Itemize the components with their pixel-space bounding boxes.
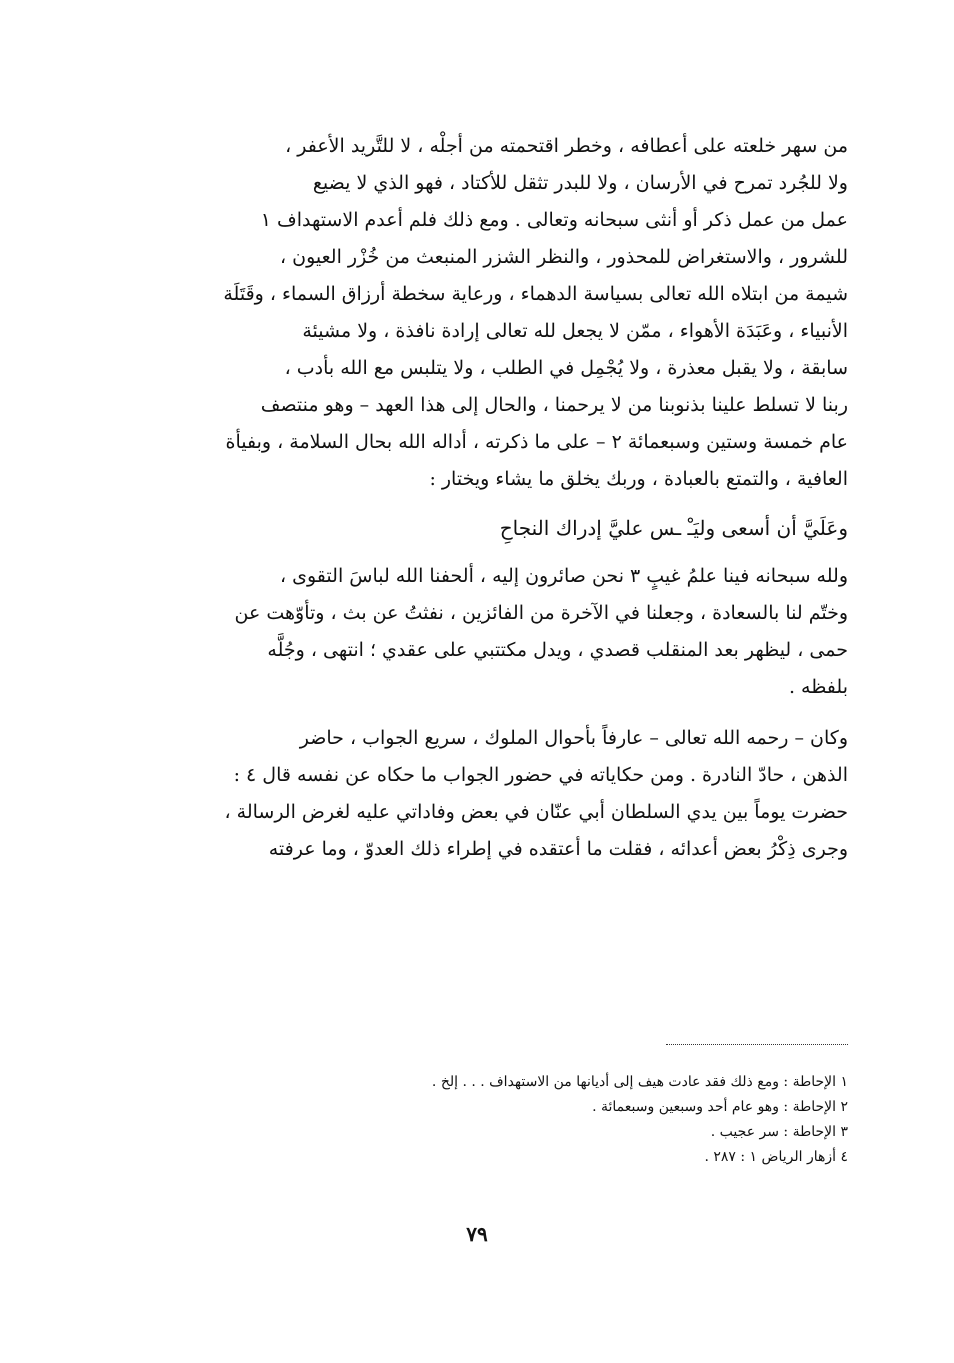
page-number: ٧٩ [466,1222,488,1246]
text-line: وختّم لنا بالسعادة ، وجعلنا في الآخرة من الفائزين ، نفثتُ عن بث ، وتأوّهت عن [234,602,848,624]
footnote-separator [666,1044,848,1045]
text-line: ولا للجُرد تمرح في الأرسان ، ولا للبدر تثقل للأكتاد ، فهو الذي لا يضيع [312,172,848,194]
footnote: ٤ أزهار الرياض ١ : ٢٨٧ . [704,1149,848,1165]
text-line: بلفظه . [788,676,848,698]
poetry-verse: وعَلَيَّ أن أسعى وليَـْ ـس عليَّ إدراك النجاحِ [499,516,848,540]
text-line: الذهن ، حادّ النادرة . ومن حكاياته في حضور الجواب ما حكاه عن نفسه قال ٤ : [233,764,848,786]
text-line: وكان – رحمه الله تعالى – عارفاً بأحوال الملوك ، سريع الجواب ، حاضر [299,727,848,749]
text-line: للشرور ، والاستغراض للمحذور ، والنظر الشزر المنبعث من خُزْر العيون ، [279,246,848,268]
text-line: من سهر خلعته على أعطافه ، وخطر اقتحمته من أجلْه ، لا للتَّريد الأعفر ، [285,135,848,157]
footnotes [288,1070,848,1170]
text-line: وجرى ذِكْرُ بعض أعدائه ، فقلت ما أعتقده في إطراء ذلك العدوّ ، وما عرفته [268,838,848,860]
main-text [148,128,848,868]
text-line: العافية ، والتمتع بالعبادة ، وربك يخلق ما يشاء ويختار : [429,468,848,490]
text-line: شيمة من ابتلاه الله تعالى بسياسة الدهماء ، ورعاية سخطة أرزاق السماء ، وقَتَلَة [223,283,848,305]
footnote: ٢ الإحاطة : وهو عام أحد وسبعين وسبعمائة . [592,1099,848,1115]
text-line: حمى ، ليظهر بعد المنقلب قصدي ، ويدل مكتتبي على عقدي ؛ انتهى ، وجُلَّه [267,639,848,661]
text-line: ولله سبحانه فينا علمُ غيبٍ ٣ نحن صائرون إليه ، ألحفنا الله لباسَ التقوى ، [279,565,848,587]
text-line: عام خمسة وستين وسبعمائة ٢ – على ما ذكرته ، أداله الله بحال السلامة ، وبفيأة [225,431,848,453]
text-line: حضرت يوماً بين يدي السلطان أبي عنّان في بعض وفاداتي عليه لغرض الرسالة ، [224,801,848,823]
footnote: ١ الإحاطة : ومع ذلك فقد عادت هيف إلى أديانها من الاستهداف . . . إلخ . [431,1074,848,1090]
footnote: ٣ الإحاطة : سر عجيب . [710,1124,848,1140]
text-line: عمل من عمل ذكر أو أنثى سبحانه وتعالى . ومع ذلك فلم أعدم الاستهداف ١ [260,209,848,231]
text-line: الأنبياء ، وعَبَدَة الأهواء ، ممّن لا يجعل لله تعالى إرادة نافذة ، ولا مشيئة [302,320,848,342]
text-line: ربنا لا تسلط علينا بذنوبنا من لا يرحمنا ، والحال إلى هذا العهد – وهو منتصف [260,394,848,416]
text-line: سابقة ، ولا يقبل معذرة ، ولا يُجْمِل في الطلب ، ولا يتلبس مع الله بأدب ، [284,357,848,379]
